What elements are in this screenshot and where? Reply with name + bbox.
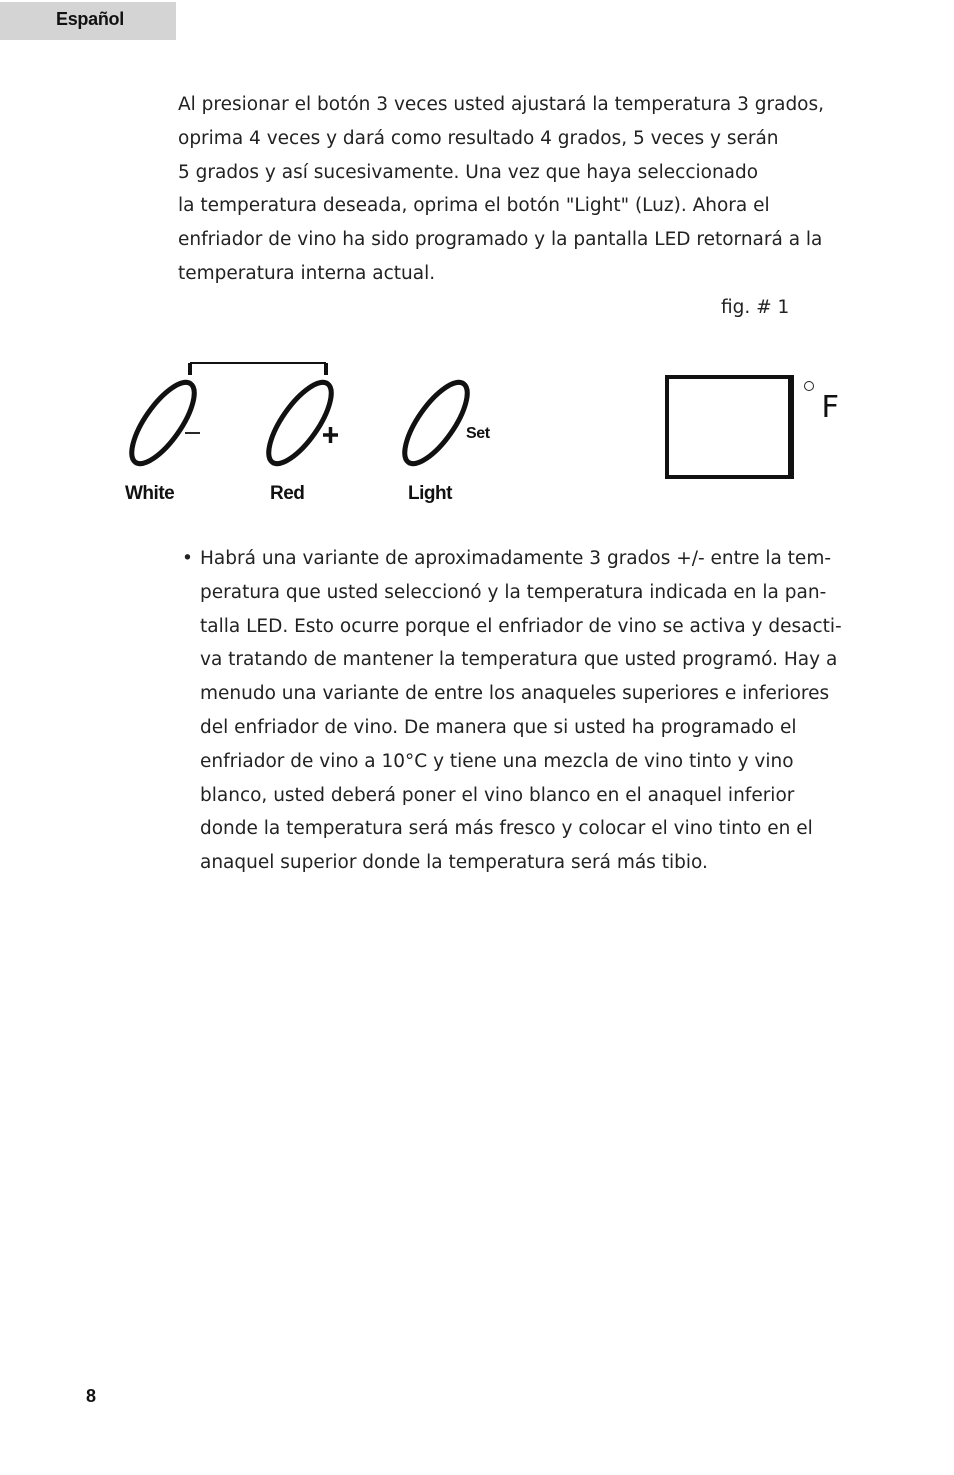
led-display — [665, 375, 794, 479]
intro-line: oprima 4 veces y dará como resultado 4 grados, 5 veces y serán — [178, 127, 779, 149]
red-button-label: Red — [270, 483, 305, 504]
page-number: 8 — [86, 1386, 97, 1406]
intro-line: temperatura interna actual. — [178, 262, 436, 284]
intro-paragraph — [178, 88, 878, 291]
bracket-line — [190, 363, 326, 375]
bullet-line: del enfriador de vino. De manera que si usted ha programado el — [200, 716, 797, 738]
intro-line: la temperatura deseada, oprima el botón "Light" (Luz). Ahora el — [178, 195, 770, 217]
bullet-marker: • — [182, 548, 193, 569]
bullet-line: Habrá una variante de aproximadamente 3 grados +/- entre la tem- — [200, 548, 832, 569]
set-label: Set — [466, 425, 490, 442]
bullet-line: blanco, usted deberá poner el vino blanco en el anaquel inferior — [200, 784, 795, 806]
white-button-label: White — [125, 483, 175, 504]
intro-line: enfriador de vino ha sido programado y la pantalla LED retornará a la — [178, 229, 823, 251]
bullet-line: menudo una variante de entre los anaqueles superiores e inferiores — [200, 683, 830, 705]
bullet-line: anaquel superior donde la temperatura será más tibio. — [200, 852, 708, 874]
figure-label: fig. # 1 — [721, 297, 790, 318]
plus-icon — [323, 427, 338, 443]
degree-icon — [804, 381, 814, 391]
bullet-line: donde la temperatura será más fresco y colocar el vino tinto en el — [200, 818, 813, 840]
language-tab — [0, 2, 176, 40]
bullet-paragraph — [200, 542, 880, 880]
bullet-line: va tratando de mantener la temperatura que usted programó. Hay a — [200, 649, 838, 671]
white-button-oval — [121, 373, 206, 472]
red-button-oval — [258, 373, 343, 472]
bullet-line: peratura que usted seleccionó y la temperatura indicada en la pan- — [200, 581, 827, 603]
light-button-label: Light — [408, 483, 452, 504]
light-button-oval — [394, 373, 479, 472]
temperature-unit: F — [821, 390, 840, 425]
bullet-line: enfriador de vino a 10°C y tiene una mezcla de vino tinto y vino — [200, 750, 794, 772]
intro-line: 5 grados y así sucesivamente. Una vez que haya seleccionado — [178, 161, 759, 183]
language-tab-label: Español — [56, 9, 124, 29]
intro-line: Al presionar el botón 3 veces usted ajustará la temperatura 3 grados, — [178, 94, 825, 115]
bullet-line: talla LED. Esto ocurre porque el enfriador de vino se activa y desacti- — [200, 615, 842, 637]
